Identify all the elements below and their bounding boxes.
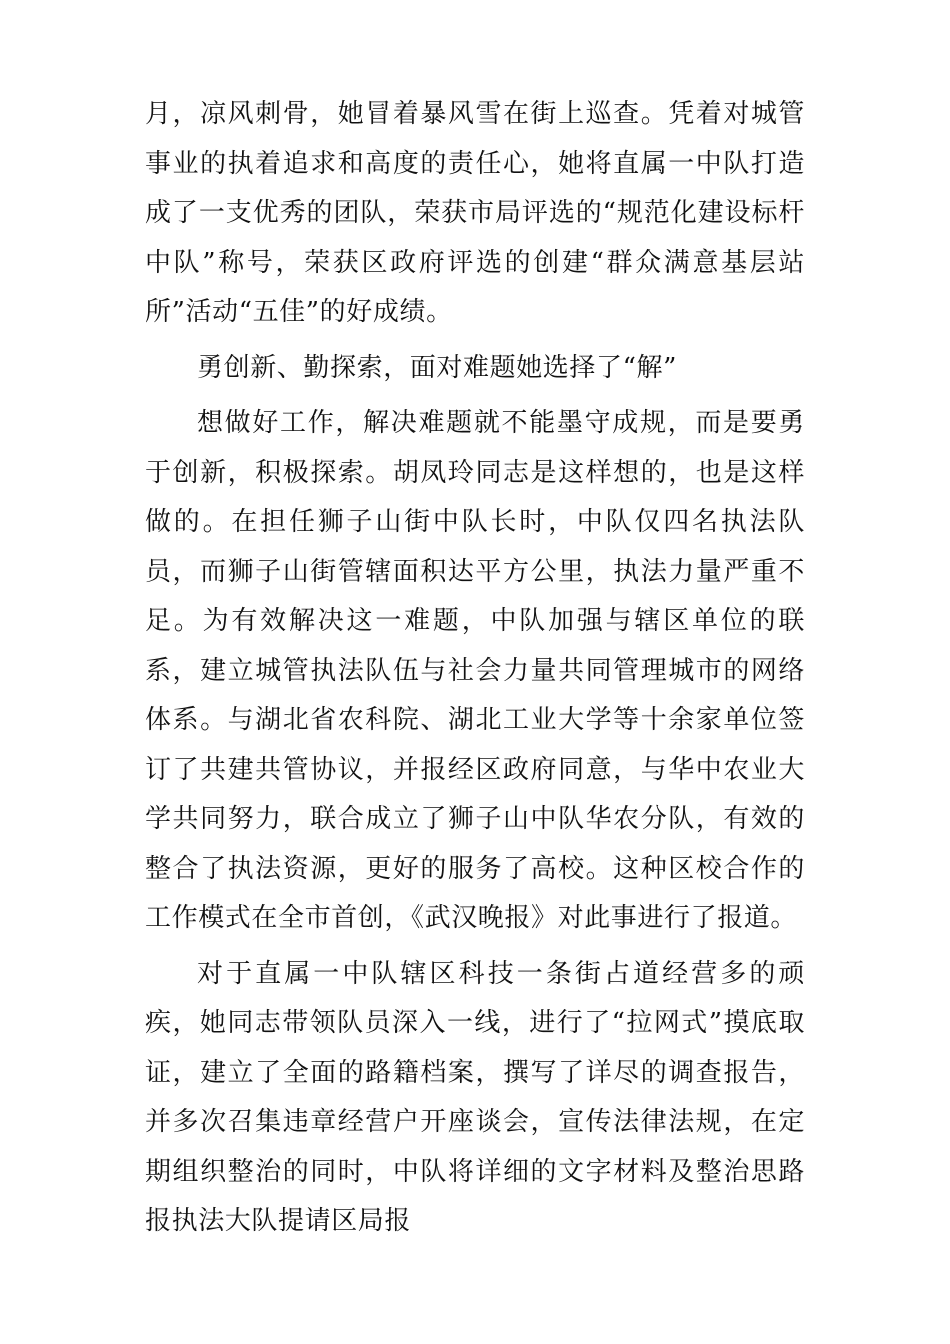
document-body (145, 90, 805, 1253)
paragraph-street-governance: 对于直属一中队辖区科技一条街占道经营多的顽疾，她同志带领队员深入一线，进行了“拉网式”摸底取证，建立了全面的路籍档案，撰写了详尽的调查报告，并多次召集违章经营户开座谈会，宣传法律法规，在定期组织整治的同时，中队将详细的文字材料及整治思路报执法大队提请区局报 (145, 958, 805, 1236)
paragraph-innovation: 想做好工作，解决难题就不能墨守成规，而是要勇于创新，积极探索。胡凤玲同志是这样想的，也是这样做的。在担任狮子山街中队长时，中队仅四名执法队员，而狮子山街管辖面积达平方公里，执法力量严重不足。为有效解决这一难题，中队加强与辖区单位的联系，建立城管执法队伍与社会力量共同管理城市的网络体系。与湖北省农科院、湖北工业大学等十余家单位签订了共建共管协议，并报经区政府同意，与华中农业大学共同努力，联合成立了狮子山中队华农分队，有效的整合了执法资源，更好的服务了高校。这种区校合作的工作模式在全市首创，《武汉晚报》对此事进行了报道。 (145, 408, 805, 933)
paragraph-continued: 月，凉风刺骨，她冒着暴风雪在街上巡查。凭着对城管事业的执着追求和高度的责任心，她将直属一中队打造成了一支优秀的团队，荣获市局评选的“规范化建设标杆中队”称号，荣获区政府评选的创建“群众满意基层站所”活动“五佳”的好成绩。 (145, 99, 805, 327)
section-heading: 勇创新、勤探索，面对难题她选择了“解” (197, 352, 677, 383)
